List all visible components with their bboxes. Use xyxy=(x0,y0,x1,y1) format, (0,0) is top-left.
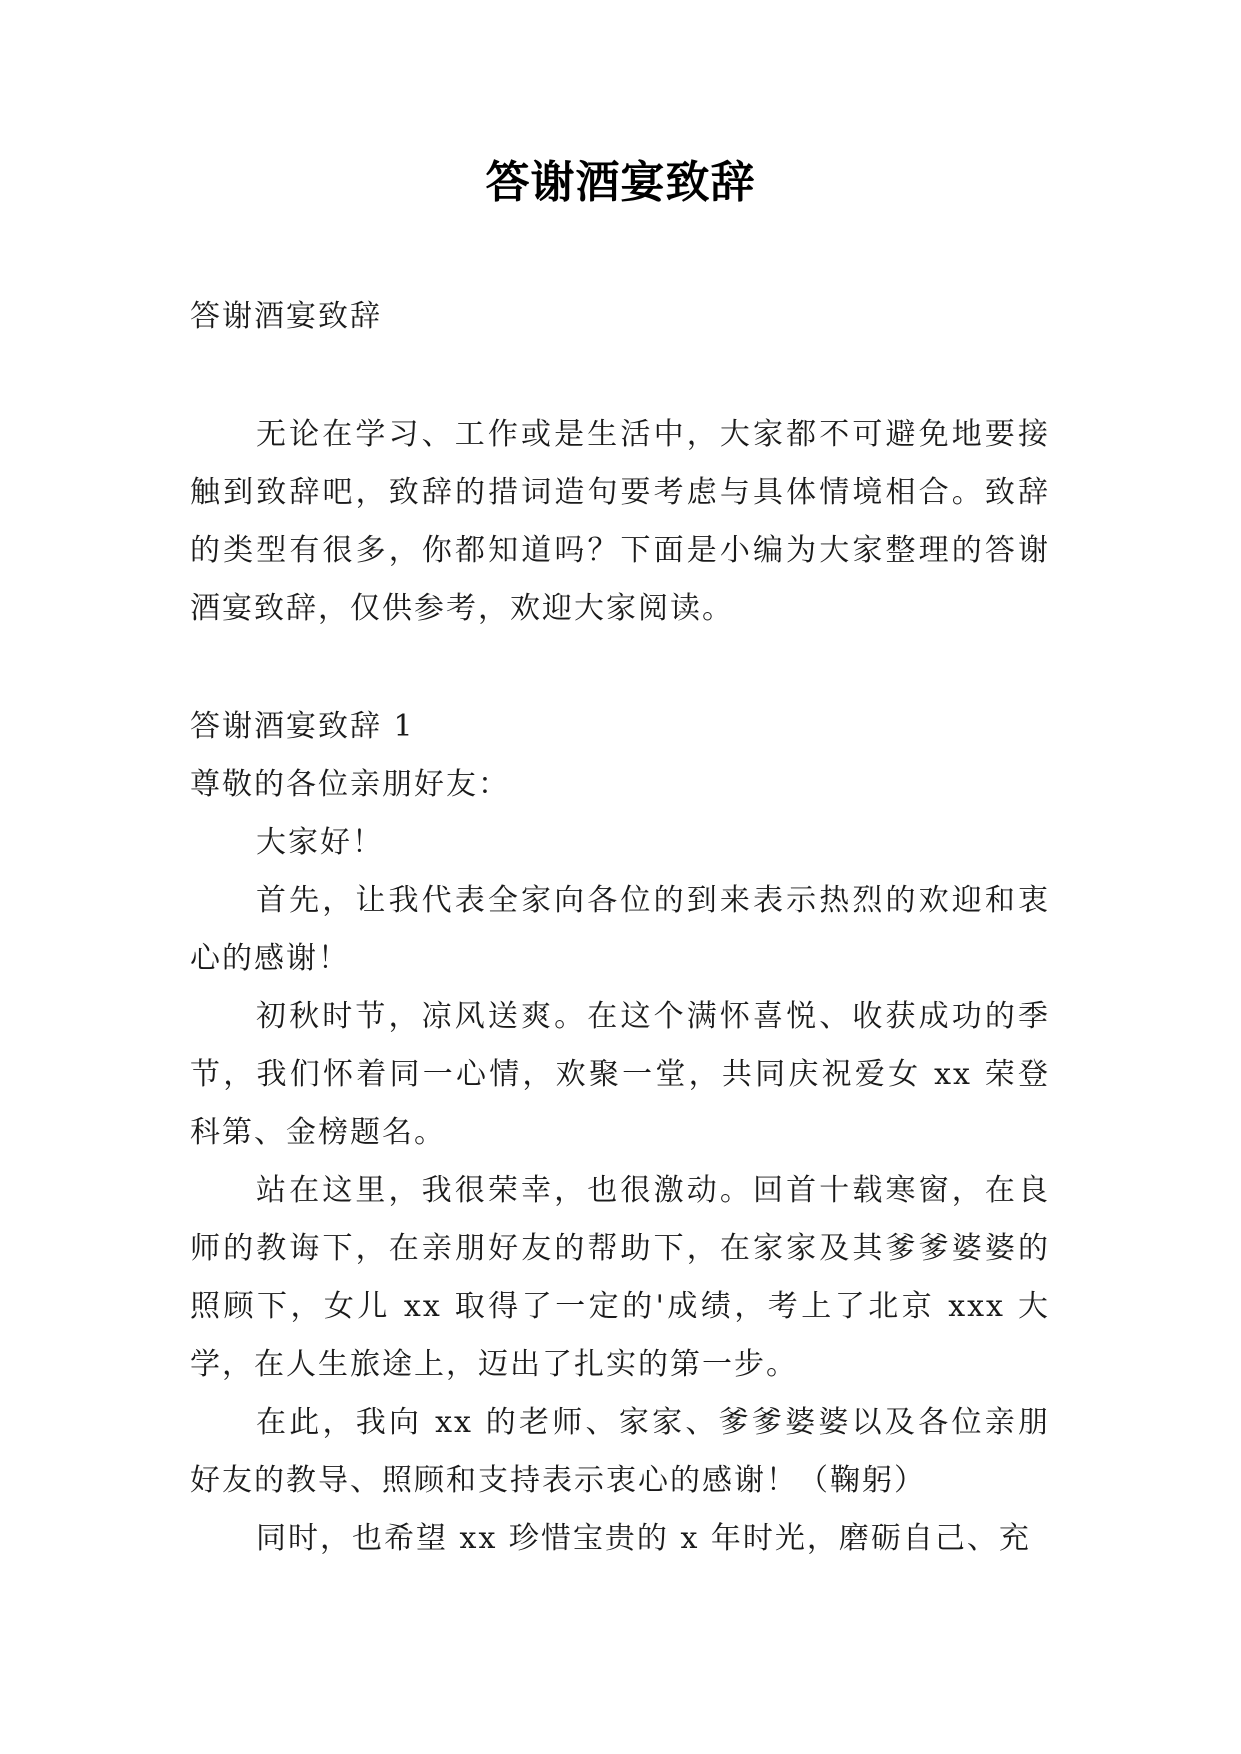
document-subtitle: 答谢酒宴致辞 xyxy=(190,299,382,334)
salutation: 尊敬的各位亲朋好友： xyxy=(190,767,510,802)
paragraph-season: 初秋时节，凉风送爽。在这个满怀喜悦、收获成功的季节，我们怀着同一心情，欢聚一堂，共同庆祝爱女 xx 荣登科第、金榜题名。 xyxy=(190,999,1050,1150)
intro-block xyxy=(190,406,1050,638)
paragraph-hope: 同时，也希望 xx 珍惜宝贵的 x 年时光，磨砺自己、充 xyxy=(256,1521,1031,1556)
paragraph-reflection: 站在这里，我很荣幸，也很激动。回首十载寒窗，在良师的教诲下，在亲朋好友的帮助下，在家家及其爹爹婆婆的照顾下，女儿 xx 取得了一定的'成绩，考上了北京 xxx 大学，在人生旅途上，迈出了扎实的第一步。 xyxy=(190,1173,1050,1382)
section-heading: 答谢酒宴致辞 1 xyxy=(190,709,415,744)
intro-paragraph: 无论在学习、工作或是生活中，大家都不可避免地要接触到致辞吧，致辞的措词造句要考虑与具体情境相合。致辞的类型有很多，你都知道吗？下面是小编为大家整理的答谢酒宴致辞，仅供参考，欢迎大家阅读。 xyxy=(190,417,1050,626)
paragraph-welcome: 首先，让我代表全家向各位的到来表示热烈的欢迎和衷心的感谢！ xyxy=(190,883,1050,976)
paragraph-thanks: 在此，我向 xx 的老师、家家、爹爹婆婆以及各位亲朋好友的教导、照顾和支持表示衷心的感谢！（鞠躬） xyxy=(190,1405,1050,1498)
paragraph-greeting: 大家好！ xyxy=(256,825,384,860)
speech-body xyxy=(190,756,1050,1568)
document-title: 答谢酒宴致辞 xyxy=(485,157,756,208)
